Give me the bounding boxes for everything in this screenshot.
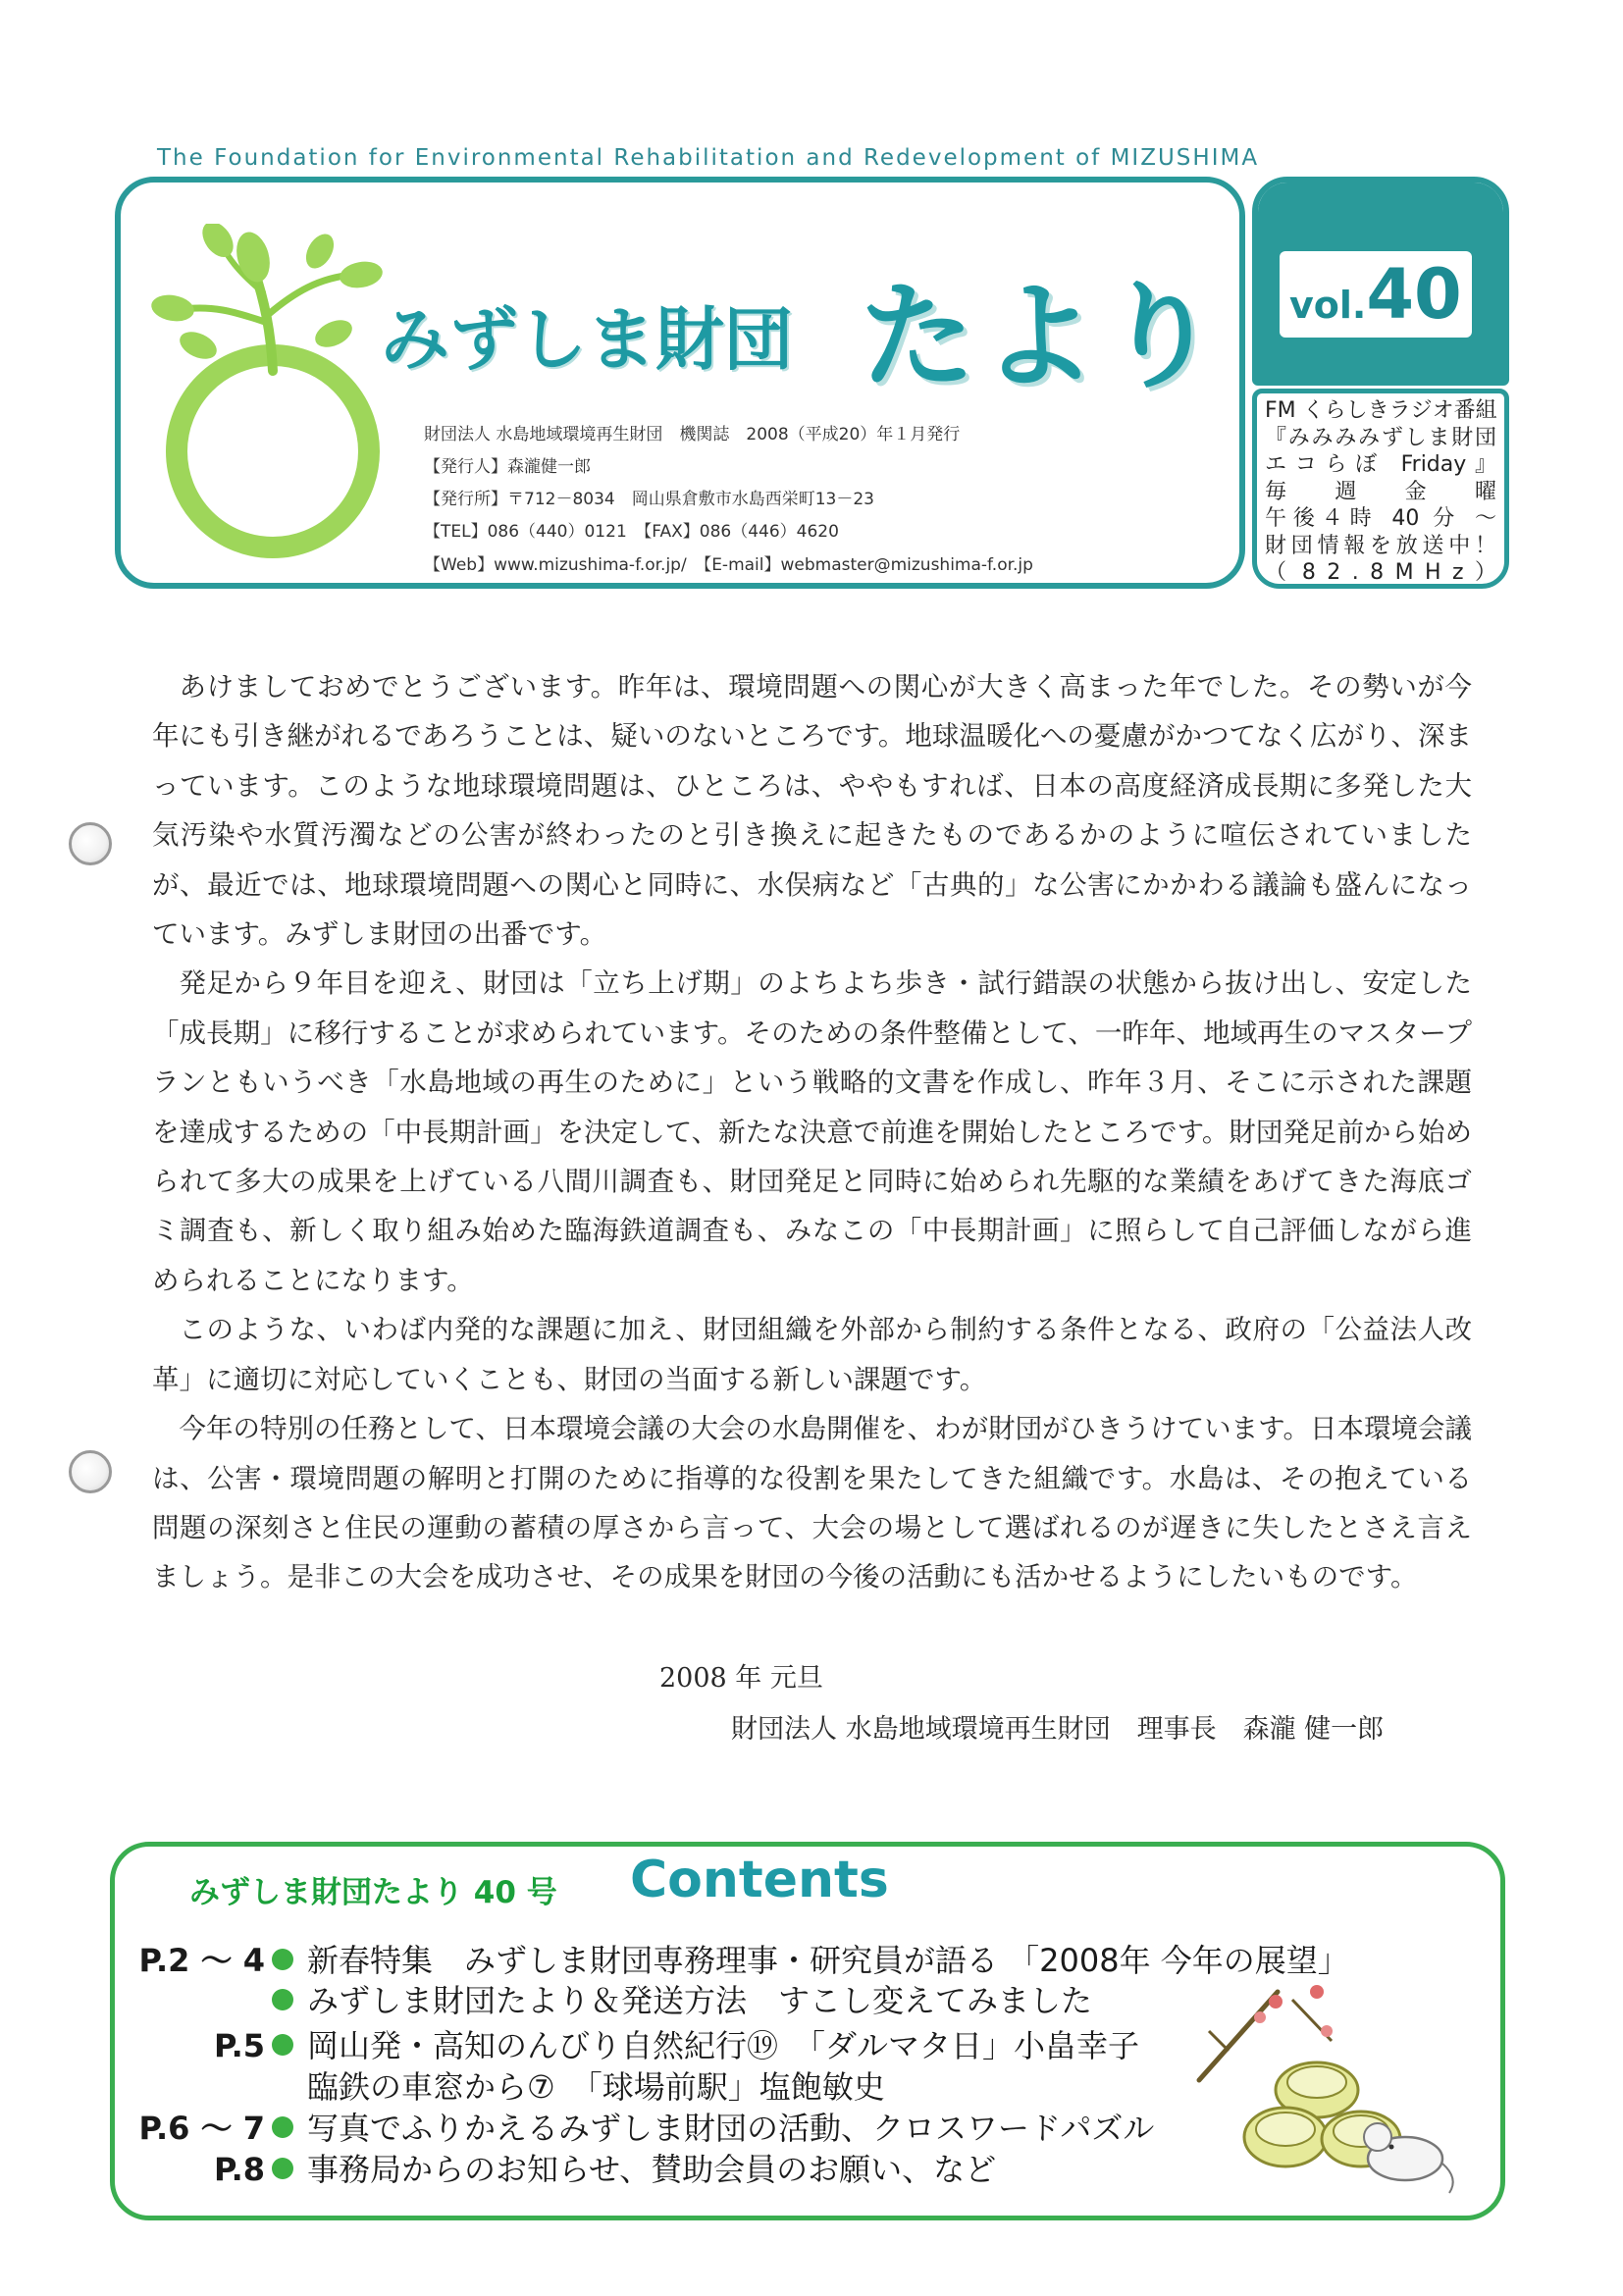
toc-text: 写真でふりかえるみずしま財団の活動、クロスワードパズル: [307, 2110, 1155, 2147]
phone-fax: 【TEL】086（440）0121 【FAX】086（446）4620: [424, 522, 839, 542]
publisher: 【発行人】森瀧健一郎: [424, 457, 591, 477]
paragraph: あけましておめでとうございます。昨年は、環境問題への関心が大きく高まった年でした。その勢いが今年にも引き継がれるであろうことは、疑いのないところです。地球温暖化への憂慮がかつてなく広がり、深まっています。このような地球環境問題は、ひところは、ややもすれば、日本の高度経済成長期に多発した大気汚染や水質汚濁などの公害が終わったのと引き換えに起きたものであるかのように喧伝されていましたが、最近では、地球環境問題への関心と同時に、水俣病など「古典的」な公害にかかわる議論も盛んになっています。みずしま財団の出番です。: [152, 671, 1472, 951]
paragraph: 今年の特別の任務として、日本環境会議の大会の水島開催を、わが財団がひきうけています。日本環境会議は、公害・環境問題の解明と打開のために指導的な役割を果たしてきた組織です。水島は、その抱えている問題の深刻さと住民の運動の蓄積の厚さから言って、大会の場として選ばれるのが遅きに失したとさえ言えましょう。是非この大会を成功させ、その成果を財団の今後の活動にも活かせるようにしたいものです。: [152, 1413, 1472, 1593]
new-year-mouse-illustration: [1170, 1972, 1464, 2198]
message-date: 2008 年 元旦: [659, 1663, 823, 1694]
radio-line: FM くらしきラジオ番組: [1265, 398, 1497, 423]
punch-hole: [69, 1450, 112, 1493]
contents-issue-label: みずしま財団たより 40 号: [189, 1875, 557, 1910]
toc-text: みずしま財団たより＆発送方法 すこし変えてみました: [307, 1982, 1093, 2019]
foundation-tagline: The Foundation for Environmental Rehabilitation and Redevelopment of MIZUSHIMA: [157, 145, 1260, 171]
volume-number: 40: [1366, 254, 1462, 335]
publication-info: 財団法人 水島地域環境再生財団 機関誌 2008（平成20）年１月発行: [424, 425, 961, 444]
toc-page: P.2 ～ 4: [138, 1942, 265, 1979]
sprout-logo: [137, 224, 402, 567]
toc-page: P.6 ～ 7: [138, 2110, 265, 2147]
bullet-icon: [272, 2158, 293, 2179]
radio-line: 財団情報を放送中！: [1265, 533, 1496, 558]
toc-page: P.8: [214, 2151, 265, 2188]
volume-prefix: vol.: [1289, 284, 1367, 327]
paragraph: このような、いわば内発的な課題に加え、財団組織を外部から制約する条件となる、政府の「公益法人改革」に適切に対応していくことも、財団の当面する新しい課題です。: [152, 1314, 1472, 1395]
bullet-icon: [272, 2116, 293, 2138]
toc-page: P.5: [214, 2027, 265, 2064]
paragraph: 発足から９年目を迎え、財団は「立ち上げ期」のよちよち歩き・試行錯誤の状態から抜け出し、安定した「成長期」に移行することが求められています。そのための条件整備として、一昨年、地域再生のマスタープランともいうべき「水島地域の再生のために」という戦略的文書を作成し、昨年３月、そこに示された課題を達成するための「中長期計画」を決定して、新たな決意で前進を開始したところです。財団発足前から始められて多大の成果を上げている八間川調査も、財団発足と同時に始められ先駆的な業績をあげてきた海底ゴミ調査も、新しく取り組み始めた臨海鉄道調査も、みなこの「中長期計画」に照らして自己評価しながら進められることになります。: [152, 967, 1472, 1296]
contents-title: Contents: [630, 1851, 889, 1909]
bullet-icon: [272, 1949, 293, 1970]
radio-line: 『みみみみずしま財団: [1265, 425, 1496, 450]
masthead-title: みずしま財団: [381, 299, 793, 380]
radio-line: （ 8 2 . 8 M H z ）: [1265, 560, 1496, 585]
address: 【発行所】〒712－8034 岡山県倉敷市水島西栄町13－23: [424, 490, 874, 509]
punch-hole: [69, 822, 112, 865]
masthead-title-large: たより: [860, 269, 1226, 404]
web-email: 【Web】www.mizushima-f.or.jp/ 【E-mail】webmaster@mizushima-f.or.jp: [424, 555, 1033, 575]
radio-line: 毎 週 金 曜: [1265, 479, 1496, 504]
toc-text: 臨鉄の車窓から⑦ 「球場前駅」塩飽敏史: [307, 2068, 885, 2106]
radio-line: 午後４時 40 分 ～: [1265, 506, 1496, 531]
radio-program-box: [1252, 389, 1509, 589]
message-signature: 財団法人 水島地域環境再生財団 理事長 森瀧 健一郎: [731, 1714, 1385, 1745]
bullet-icon: [272, 1989, 293, 2010]
toc-text: 岡山発・高知のんびり自然紀行⑲ 「ダルマタ日」小畠幸子: [307, 2027, 1140, 2064]
bullet-icon: [272, 2034, 293, 2056]
toc-text: 新春特集 みずしま財団専務理事・研究員が語る 「2008年 今年の展望」: [307, 1942, 1349, 1979]
toc-text: 事務局からのお知らせ、賛助会員のお願い、など: [307, 2151, 997, 2188]
radio-line: エコらぼ Friday』: [1265, 452, 1496, 477]
volume-badge: [1252, 177, 1509, 386]
new-year-message: [152, 662, 1472, 1602]
